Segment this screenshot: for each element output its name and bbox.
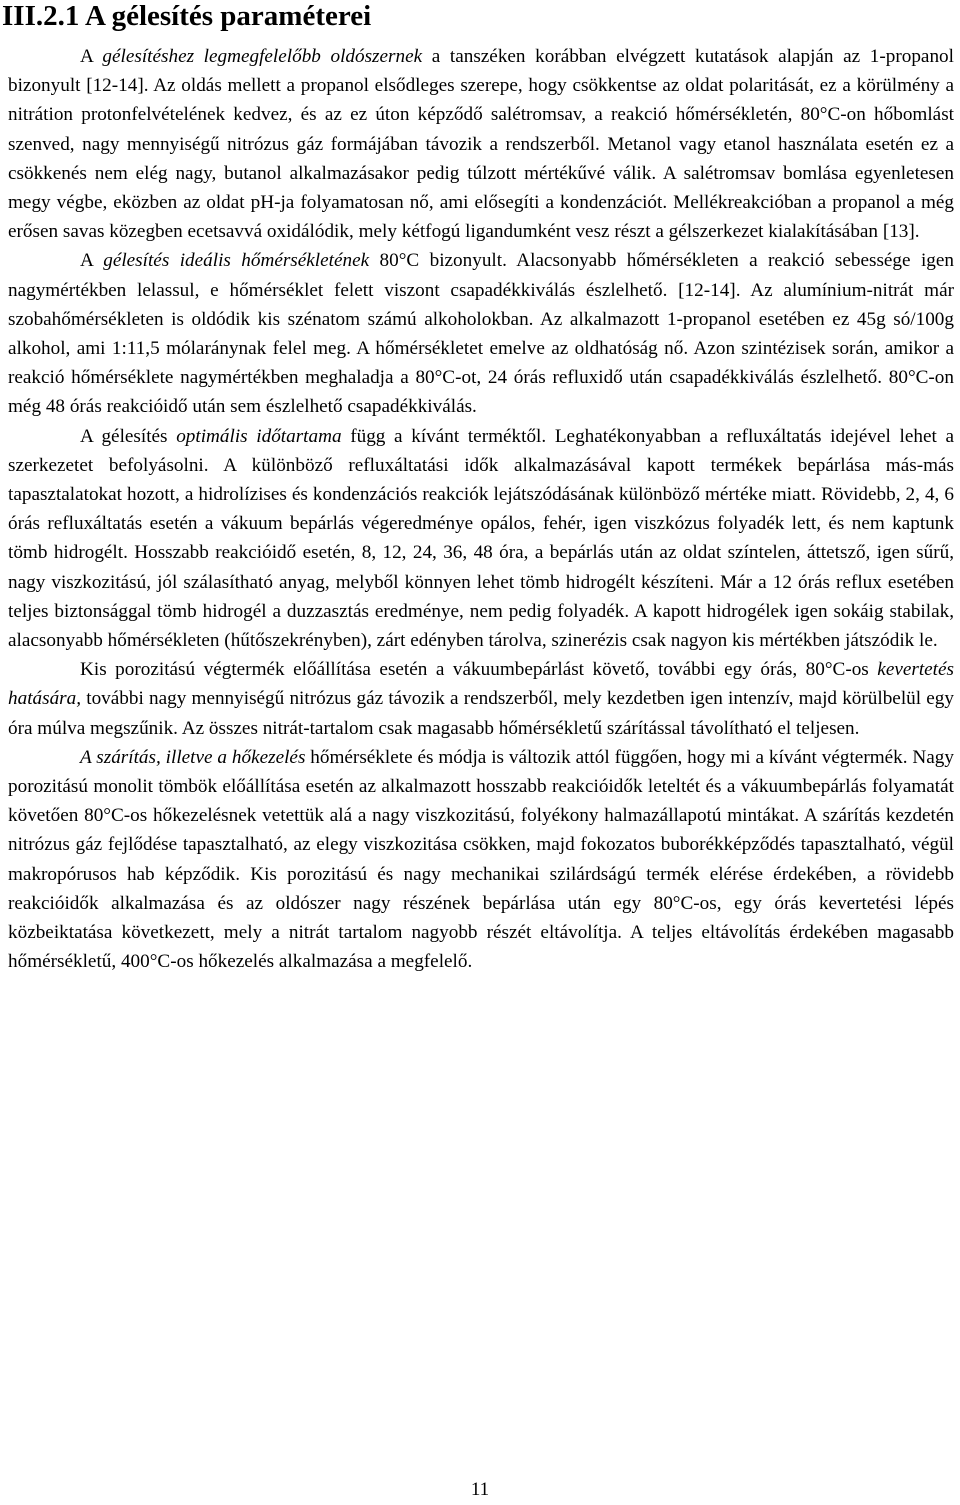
paragraph-drying-emphasis: A szárítás, illetve a hőkezelés	[80, 746, 306, 768]
body-text	[8, 42, 954, 977]
paragraph-solvent-run: a tanszéken korábban elvégzett kutatások alapján az 1-propanol bizonyult [12-14]. Az oldás mellett a propanol elsődleges szerepe, hogy csökkentse az oldat polaritását, ez a körülmény a nitrátion protonfelvételének kedvez, és az ez úton képződő salétromsav, a reakció hőmérsékletén, 80°C-on hőbomlást szenved, nagy mennyiségű nitrózus gáz formájában távozik a rendszerből. Metanol vagy etanol használata esetén ez a csökkenés nem elég nagy, butanol alkalmazásakor pedig túlzott mértékűvé válik. A salétromsav bomlása egyenletesen megy végbe, eközben az oldat pH-ja folyamatosan nő, ami elősegíti a kondenzációt. Mellékreakcióban a propanol a még erősen savas közegben ecetsavvá oxidálódik, mely kétfogú ligandumként vesz részt a gélszerkezet kialakításában [13].	[8, 46, 954, 243]
paragraph-porosity-emphasis: kevertetés hatására,	[8, 659, 954, 710]
paragraph-temperature	[8, 246, 954, 421]
paragraph-temperature-run: 80°C bizonyult. Alacsonyabb hőmérsékleten a reakció sebessége igen nagymértékben lelassul, e hőmérséklet felett viszont csapadékkiválás észlelhető. [12-14]. Az alumínium-nitrát már szobahőmérsékleten is oldódik kis szénatom számú alkoholokban. Az alkalmazott 1-propanol esetében ez 45g só/100g alkohol, ami 1:11,5 mólaránynak felel meg. A hőmérsékletet emelve az oldhatóság nő. Azon szintézisek során, amikor a reakció hőmérséklete nagymértékben meghaladja a 80°C-ot, 24 órás refluxidő után csapadékkiválás észlelhető. 80°C-on még 48 órás reakcióidő után sem észlelhető csapadékkiválás.	[8, 250, 954, 418]
paragraph-solvent-emphasis: gélesítéshez legmegfelelőbb oldószernek	[102, 46, 423, 67]
paragraph-porosity-run: Kis porozitású végtermék előállítása esetén a vákuumbepárlást követő, további egy órás, 80°C-os	[80, 659, 878, 681]
paragraph-duration-run: A gélesítés	[80, 425, 177, 447]
paragraph-duration-run: függ a kívánt terméktől. Leghatékonyabban a refluxáltatás idejével lehet a szerkezetet befolyásolni. A különböző refluxáltatási idők alkalmazásával kapott termékek bepárlása más-más tapasztalatokat hozott, a hidrolízises és kondenzációs reakciók lejátszódásának különböző mértéke miatt. Rövidebb, 2, 4, 6 órás refluxáltatás esetén a vákuum bepárlás végeredménye opálos, fehér, igen viszkózus folyadék lett, és nem kaptunk tömb hidrogélt. Hosszabb reakcióidő esetén, 8, 12, 24, 36, 48 óra, a bepárlás után az oldat színtelen, áttetsző, igen sűrű, nagy viszkozitású, jól szálasítható anyag, melyből könnyen lehet tömb hidrogélt készíteni. Már a 12 órás reflux esetében teljes biztonsággal tömb hidrogél a duzzasztás eredménye, nem pedig folyadék. A kapott hidrogélek igen sokáig stabilak, alacsonyabb hőmérsékleten (hűtőszekrényben), zárt edényben tárolva, szinerézis csak nagyon kis mértékben játszódik le.	[8, 425, 954, 652]
paragraph-drying-run: hőmérséklete és módja is változik attól függően, hogy mi a kívánt végtermék. Nagy porozitású monolit tömbök előállítása esetén az alkalmazott hosszabb reakcióidők leteltét és a vákuumbepárlás folyamatát követően 80°C-os hőkezelésnek vetettük alá a nagy viszkozitású, folyékony halmazállapotú mintákat. A szárítás kezdetén nitrózus gáz fejlődése tapasztalható, az elegy viszkozitása csökken, majd fokozatos buborékképződés tapasztalható, végül makropórusos hab képződik. Kis porozitású és nagy mechanikai szilárdságú termék elérése érdekében, a rövidebb reakcióidők alkalmazása és az oldószer nagy részének bepárlása után egy 80°C-os, egy órás kevertetési lépés közbeiktatása következett, mely a nitrát tartalom nagyobb részét eltávolítja. A teljes eltávolítás érdekében magasabb hőmérsékletű, 400°C-os hőkezelés alkalmazása a megfelelő.	[8, 746, 954, 973]
paragraph-temperature-run: A	[80, 250, 104, 272]
paragraph-porosity-run: további nagy mennyiségű nitrózus gáz távozik a rendszerből, mely kezdetben igen intenzív, majd körülbelül egy óra múlva megszűnik. Az összes nitrát-tartalom csak magasabb hőmérsékletű szárítással távolítható el teljesen.	[8, 688, 954, 739]
paragraph-duration	[8, 422, 954, 656]
paragraph-duration-emphasis: optimális időtartama	[176, 425, 342, 447]
paragraph-solvent	[8, 42, 954, 246]
paragraph-drying	[8, 743, 954, 977]
paragraph-porosity	[8, 655, 954, 743]
page-number: 11	[470, 1479, 490, 1500]
paragraph-temperature-emphasis: gélesítés ideális hőmérsékletének	[103, 250, 370, 272]
paragraph-solvent-run: A	[80, 46, 103, 67]
section-heading: III.2.1 A gélesítés paraméterei	[2, 0, 372, 32]
